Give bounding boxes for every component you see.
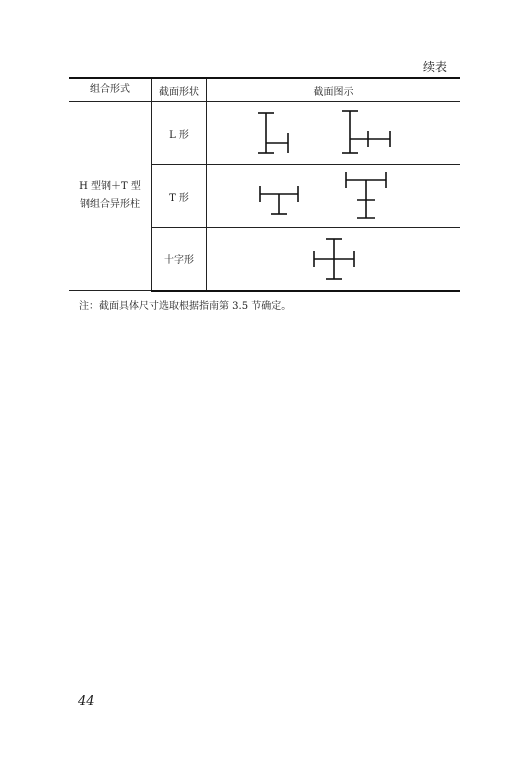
shape-label-t: T 形 — [152, 165, 207, 228]
figure-cell-cross — [207, 228, 461, 291]
cross-shape-section-figure — [304, 235, 364, 283]
group-label-line2: 钢组合异形柱 — [80, 199, 140, 210]
column-header-combo: 组合形式 — [69, 78, 152, 102]
group-label-line1: H 型钢＋T 型 — [79, 181, 141, 192]
column-header-figure: 截面图示 — [207, 78, 461, 102]
section-table — [69, 77, 460, 292]
figure-cell-t — [207, 165, 461, 228]
shape-label-l: L 形 — [152, 102, 207, 165]
table-note: 注：截面具体尺寸选取根据指南第 3.5 节确定。 — [79, 301, 292, 312]
group-cell — [69, 102, 152, 291]
continued-label: 续表 — [423, 60, 448, 74]
table-header-row — [69, 78, 460, 102]
shape-label-cross: 十字形 — [152, 228, 207, 291]
table-row-l — [69, 102, 460, 165]
t-shape-sections-figure — [254, 170, 414, 222]
column-header-shape: 截面形状 — [152, 78, 207, 102]
l-shape-sections-figure — [254, 109, 414, 157]
figure-cell-l — [207, 102, 461, 165]
page-number: 44 — [78, 694, 95, 709]
